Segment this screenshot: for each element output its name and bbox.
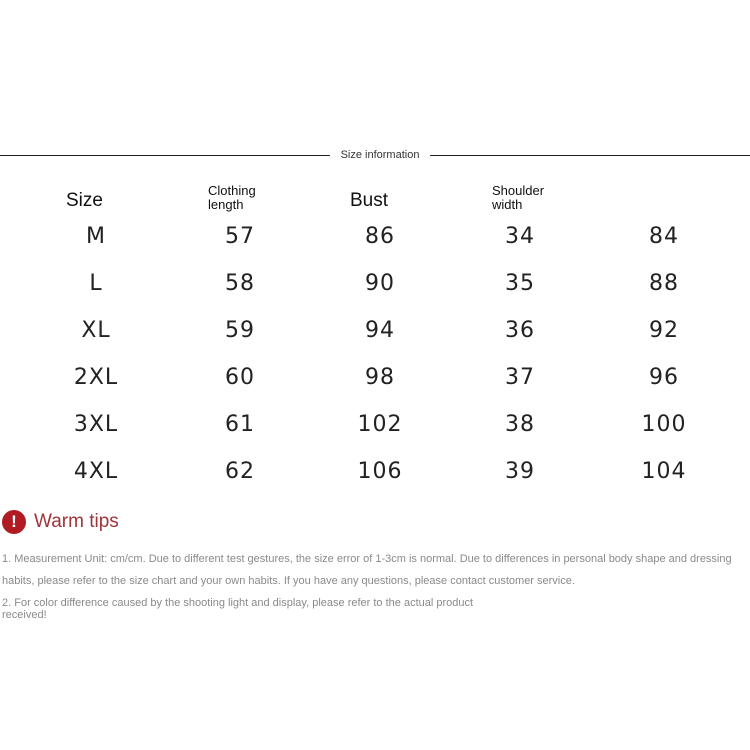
cell-shoulder-width: 36: [505, 318, 535, 343]
cell-fifth-column: 92: [649, 318, 679, 343]
cell-fifth-column: 100: [641, 412, 687, 437]
table-row: [0, 455, 750, 502]
cell-bust: 102: [357, 412, 403, 437]
cell-fifth-column: 88: [649, 271, 679, 296]
divider-line-left: [0, 155, 330, 156]
cell-clothing-length: 58: [225, 271, 255, 296]
cell-size: XL: [81, 318, 111, 343]
exclamation-icon: !: [2, 510, 26, 534]
cell-size: 4XL: [73, 459, 119, 484]
cell-fifth-column: 96: [649, 365, 679, 390]
cell-bust: 90: [365, 271, 395, 296]
cell-size: 3XL: [73, 412, 119, 437]
cell-clothing-length: 60: [225, 365, 255, 390]
size-table: [0, 180, 750, 502]
cell-size: L: [89, 271, 103, 296]
table-header-row: [0, 180, 750, 220]
header-clothing-length: Clothing length: [208, 183, 256, 212]
warm-tips-title: Warm tips: [34, 511, 119, 532]
tip-measurement: 1. Measurement Unit: cm/cm. Due to different test gestures, the size error of 1-3cm is normal. Due to differences in personal body shape and dressing habits, please refer to the size chart and your own habits. If you have any questions, please contact customer service.: [2, 553, 732, 587]
cell-shoulder-width: 38: [505, 412, 535, 437]
cell-shoulder-width: 39: [505, 459, 535, 484]
cell-bust: 86: [365, 224, 395, 249]
cell-size: M: [86, 224, 106, 249]
cell-bust: 94: [365, 318, 395, 343]
divider-line-right: [430, 155, 750, 156]
tip-color-difference: 2. For color difference caused by the shooting light and display, please refer to the actual product received!: [2, 597, 474, 621]
section-divider: [0, 147, 750, 165]
cell-bust: 98: [365, 365, 395, 390]
table-row: [0, 267, 750, 314]
cell-bust: 106: [357, 459, 403, 484]
cell-clothing-length: 61: [225, 412, 255, 437]
table-row: [0, 220, 750, 267]
header-bust: Bust: [350, 190, 389, 211]
header-size: Size: [66, 190, 103, 211]
table-row: [0, 361, 750, 408]
cell-clothing-length: 62: [225, 459, 255, 484]
cell-clothing-length: 57: [225, 224, 255, 249]
cell-shoulder-width: 37: [505, 365, 535, 390]
cell-shoulder-width: 34: [505, 224, 535, 249]
table-row: [0, 314, 750, 361]
cell-clothing-length: 59: [225, 318, 255, 343]
cell-size: 2XL: [73, 365, 119, 390]
cell-fifth-column: 104: [641, 459, 687, 484]
cell-fifth-column: 84: [649, 224, 679, 249]
table-row: [0, 408, 750, 455]
section-title: Size information: [340, 149, 420, 161]
header-shoulder-width: Shoulder width: [492, 183, 545, 212]
cell-shoulder-width: 35: [505, 271, 535, 296]
